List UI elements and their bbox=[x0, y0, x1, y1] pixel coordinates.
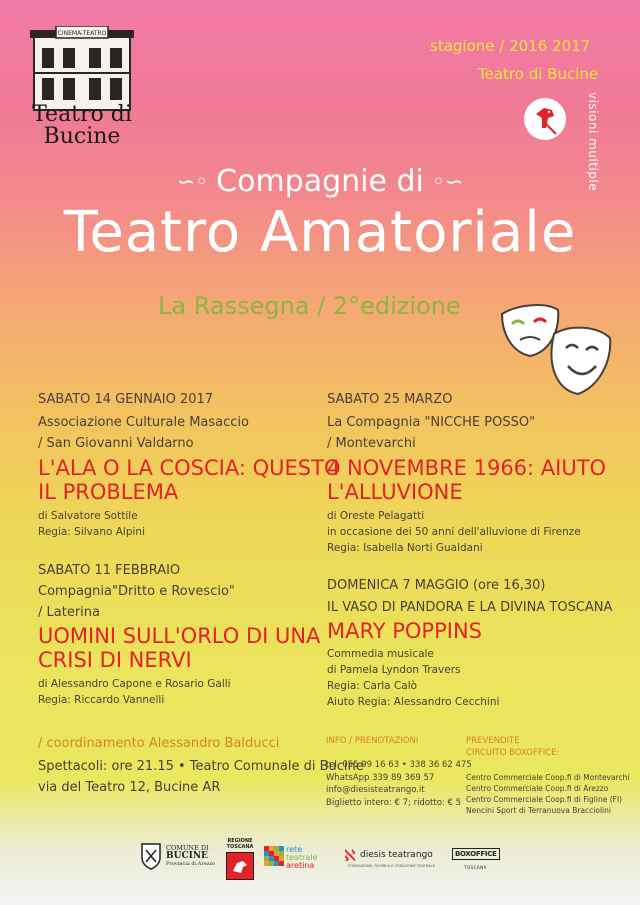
event-1-title-line-2: IL PROBLEMA bbox=[38, 480, 179, 504]
event-3-place: / Laterina bbox=[38, 605, 100, 620]
title-pre bbox=[0, 164, 640, 199]
info-title: INFO / PRENOTAZIONI bbox=[326, 736, 419, 746]
event-3-director: Regia: Riccardo Vannelli bbox=[38, 694, 165, 706]
event-3-title-line-2: CRISI DI NERVI bbox=[38, 648, 192, 672]
edition-label: La Rassegna / 2°edizione bbox=[158, 292, 461, 320]
swirl-left-icon: ∽◦ bbox=[176, 170, 209, 195]
event-2-note: in occasione dei 50 anni dell'alluvione di Firenze bbox=[327, 526, 581, 538]
event-2-title-line-1: 4 NOVEMBRE 1966: AIUTO bbox=[327, 456, 607, 480]
pegasus-icon bbox=[226, 852, 254, 880]
theatre-masks-icon bbox=[498, 300, 616, 402]
rete-line-1: rete bbox=[286, 845, 303, 854]
title-pre-text: Compagnie di bbox=[216, 164, 424, 199]
diesis-teatrango-logo bbox=[344, 838, 444, 878]
info-line: Biglietto intero: € 7; ridotto: € 5 bbox=[326, 797, 461, 808]
presales-title-line-2: CIRCUITO BOXOFFICE: bbox=[466, 748, 560, 758]
event-1-date: SABATO 14 GENNAIO 2017 bbox=[38, 392, 214, 407]
regione-line-2: TOSCANA bbox=[226, 844, 254, 850]
logo-line-2: Bucine bbox=[43, 124, 121, 149]
diesis-mark-icon: ℵ bbox=[344, 846, 356, 865]
event-1-director: Regia: Silvano Alpini bbox=[38, 526, 145, 538]
boxoffice-name: BOXOFFICE bbox=[452, 848, 500, 860]
info-line: WhatsApp 339 89 369 57 bbox=[326, 772, 435, 783]
facade-sign: CINEMA-TEATRO bbox=[57, 30, 107, 37]
presales-line: Centro Commerciale Coop.fi di Arezzo bbox=[466, 784, 609, 793]
comune-line-1: COMUNE DI bbox=[166, 844, 209, 852]
rete-teatrale-aretina-logo bbox=[264, 838, 324, 878]
regione-toscana-logo bbox=[224, 838, 256, 878]
hobby-horse-icon bbox=[524, 98, 566, 140]
coordination-label: / coordinamento Alessandro Balducci bbox=[38, 736, 280, 751]
grid-icon bbox=[264, 846, 284, 866]
event-4-title: MARY POPPINS bbox=[327, 619, 482, 643]
event-3-title-line-1: UOMINI SULL'ORLO DI UNA bbox=[38, 624, 321, 648]
event-3-author: di Alessandro Capone e Rosario Galli bbox=[38, 678, 231, 690]
event-2-title-line-2: L'ALLUVIONE bbox=[327, 480, 463, 504]
info-block bbox=[326, 759, 472, 809]
rete-line-2: teatrale bbox=[286, 853, 318, 862]
presales-block bbox=[466, 772, 629, 816]
presales-line: Centro Commerciale Coop.fi di Figline (FI) bbox=[466, 795, 623, 804]
info-line: tel. 055 99 16 63 • 338 36 62 475 bbox=[326, 760, 472, 770]
coat-of-arms-icon bbox=[140, 842, 162, 870]
event-1-place: / San Giovanni Valdarno bbox=[38, 436, 194, 451]
logo-line-1: Teatro di bbox=[32, 102, 132, 127]
boxoffice-subtitle: TOSCANA bbox=[464, 865, 487, 870]
event-4-assistant-director: Aiuto Regia: Alessandro Cecchini bbox=[327, 696, 500, 708]
event-3-date: SABATO 11 FEBBRAIO bbox=[38, 563, 181, 578]
info-line: info@diesisteatrango.it bbox=[326, 785, 425, 795]
venue-label: Teatro di Bucine bbox=[478, 65, 599, 83]
presales-line: Centro Commerciale Coop.fi di Montevarchi bbox=[466, 773, 630, 782]
event-2-date: SABATO 25 MARZO bbox=[327, 392, 453, 407]
event-2-company: La Compagnia "NICCHE POSSO" bbox=[327, 415, 536, 430]
address-line: via del Teatro 12, Bucine AR bbox=[38, 780, 221, 795]
comune-line-2: BUCINE bbox=[166, 851, 208, 861]
shows-info bbox=[38, 756, 364, 798]
presales-title-line-1: PREVENDITE bbox=[466, 736, 520, 746]
main-title: Teatro Amatoriale bbox=[63, 200, 577, 265]
event-1-author: di Salvatore Sottile bbox=[38, 510, 138, 522]
diesis-name: diesis teatrango bbox=[360, 850, 433, 860]
event-4-director: Regia: Carla Calò bbox=[327, 680, 418, 692]
event-4-genre: Commedia musicale bbox=[327, 648, 434, 660]
event-2-author: di Oreste Pelagatti bbox=[327, 510, 425, 522]
event-4-date: DOMENICA 7 MAGGIO (ore 16,30) bbox=[327, 578, 546, 593]
presales-title bbox=[466, 735, 559, 759]
diesis-subtitle: FORMAZIONE, RICERCA E CREAZIONE TEATRALE bbox=[348, 864, 435, 868]
swirl-right-icon: ◦∽ bbox=[431, 170, 464, 195]
event-4-company: IL VASO DI PANDORA E LA DIVINA TOSCANA bbox=[327, 600, 613, 615]
event-1-title-line-1: L'ALA O LA COSCIA: QUESTO bbox=[38, 456, 341, 480]
event-3-company: Compagnia"Dritto e Rovescio" bbox=[38, 584, 235, 599]
logo-title bbox=[26, 104, 138, 148]
regione-line-1: REGIONE bbox=[227, 838, 253, 844]
event-2-director: Regia: Isabella Norti Gualdani bbox=[327, 542, 483, 554]
presales-line: Nencini Sport di Terranuova Bracciolini bbox=[466, 806, 611, 815]
shows-line: Spettacoli: ore 21.15 • Teatro Comunale di Bucine bbox=[38, 759, 364, 774]
event-1-company: Associazione Culturale Masaccio bbox=[38, 415, 249, 430]
season-label: stagione / 2016 2017 bbox=[430, 37, 591, 55]
tagline-vertical: visioni multiple bbox=[586, 92, 600, 192]
boxoffice-logo bbox=[452, 838, 497, 878]
comune-line-3: Provincia di Arezzo bbox=[166, 861, 216, 867]
rete-line-3: aretina bbox=[286, 861, 315, 870]
event-4-author: di Pamela Lyndon Travers bbox=[327, 664, 461, 676]
event-2-place: / Montevarchi bbox=[327, 436, 416, 451]
